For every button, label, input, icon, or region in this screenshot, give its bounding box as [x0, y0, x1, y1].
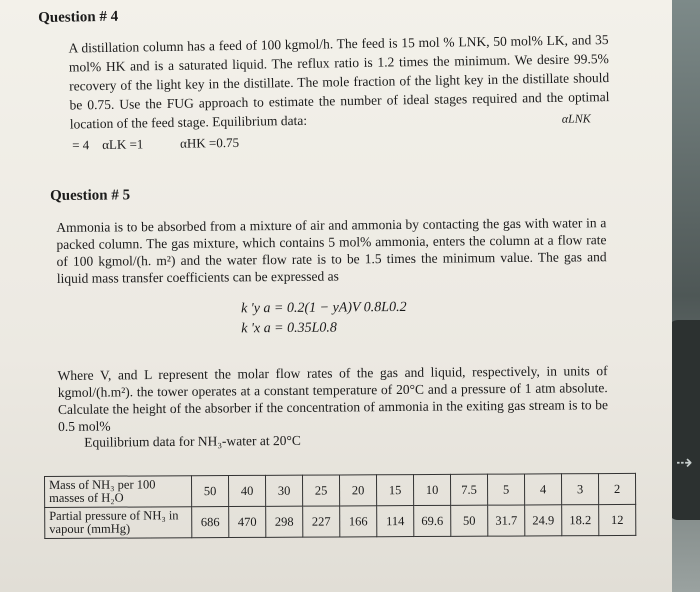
question-4-heading: Question # 4 [38, 8, 119, 26]
table-cell: 12 [599, 504, 636, 535]
table-cell: 114 [377, 506, 414, 537]
question-5 [50, 183, 622, 451]
question-5-body: Ammonia is to be absorbed from a mixture of air and ammonia by contacting the gas with water in a packed column. The gas mixture, which contains 5 mol% ammonia, enters the column at a flow rate of 100 kgmol/(h. m²) and the water flow rate is to be 1.5 times the minimum value. The gas and liquid mass transfer coefficients can be expressed as [56, 215, 607, 286]
table-row [45, 473, 636, 507]
alpha-lk: αLK =1 [102, 136, 144, 153]
table-cell: 3 [561, 474, 598, 505]
table-cell: 25 [302, 475, 339, 506]
device-edge [668, 320, 700, 520]
device-edge-icon: ⇢ [676, 450, 693, 474]
table-cell: 5 [487, 474, 524, 505]
table-cell: 298 [266, 506, 303, 537]
table-cell: 7.5 [450, 474, 487, 505]
question-5-heading: Question # 5 [50, 187, 131, 204]
table-cell: 50 [451, 505, 488, 536]
table-cell: 470 [229, 506, 266, 537]
liquid-coefficient-equation: k 'x a = 0.35L0.8 [241, 320, 337, 337]
alpha-lnk-value: = 4 [72, 137, 90, 153]
alpha-lnk-label: αLNK [561, 111, 591, 126]
table-row [45, 504, 636, 538]
table-cell: 2 [598, 473, 635, 504]
table-cell: 31.7 [488, 505, 525, 536]
table-cell: 10 [413, 474, 450, 505]
equilibrium-table-title: Equilibrium data for NH₃-water at 20°C [84, 432, 301, 450]
mass-transfer-equations [241, 296, 621, 339]
question-4-body: A distillation column has a feed of 100 kgmol/h. The feed is 15 mol % LNK, 50 mol% LK, and 35 mol% HK and is a saturated liquid. The reflux ratio is 1.2 times the minimum. We desire 99.5% recovery of the light key in the distillate. The mole fraction of the light key in the distillate should be 0.75. Use the FUG approach to estimate the number of ideal stages required and the optimal location of the feed stage. Equilibrium data: [68, 32, 610, 132]
question-5-body-2: Where V, and L represent the molar flow rates of the gas and liquid, respectively, in units of kgmol/(h.m²). the tower operates at a constant temperature of 20°C and a pressure of 1 atm absolute. Calculate the height of the absorber if the concentration of ammonia in the exiting gas stream is to be 0.5 mol% [57, 363, 608, 434]
row-1-label: Mass of NH₃ per 100 masses of H₂O [45, 476, 192, 508]
table-cell: 50 [192, 476, 229, 507]
table-cell: 227 [303, 506, 340, 537]
table-cell: 24.9 [525, 505, 562, 536]
equilibrium-table [44, 473, 636, 539]
gas-coefficient-equation: k 'y a = 0.2(1 − yA)V 0.8L0.2 [240, 299, 407, 317]
table-cell: 30 [265, 475, 302, 506]
question-4 [38, 1, 620, 156]
table-cell: 18.2 [562, 505, 599, 536]
table-cell: 40 [229, 475, 266, 506]
table-cell: 4 [524, 474, 561, 505]
table-cell: 686 [192, 507, 229, 538]
table-cell: 20 [339, 475, 376, 506]
table-cell: 166 [340, 506, 377, 537]
row-2-label: Partial pressure of NH₃ in vapour (mmHg) [45, 507, 192, 539]
table-cell: 69.6 [414, 505, 451, 536]
alpha-hk: αHK =0.75 [179, 134, 240, 151]
table-cell: 15 [376, 475, 413, 506]
